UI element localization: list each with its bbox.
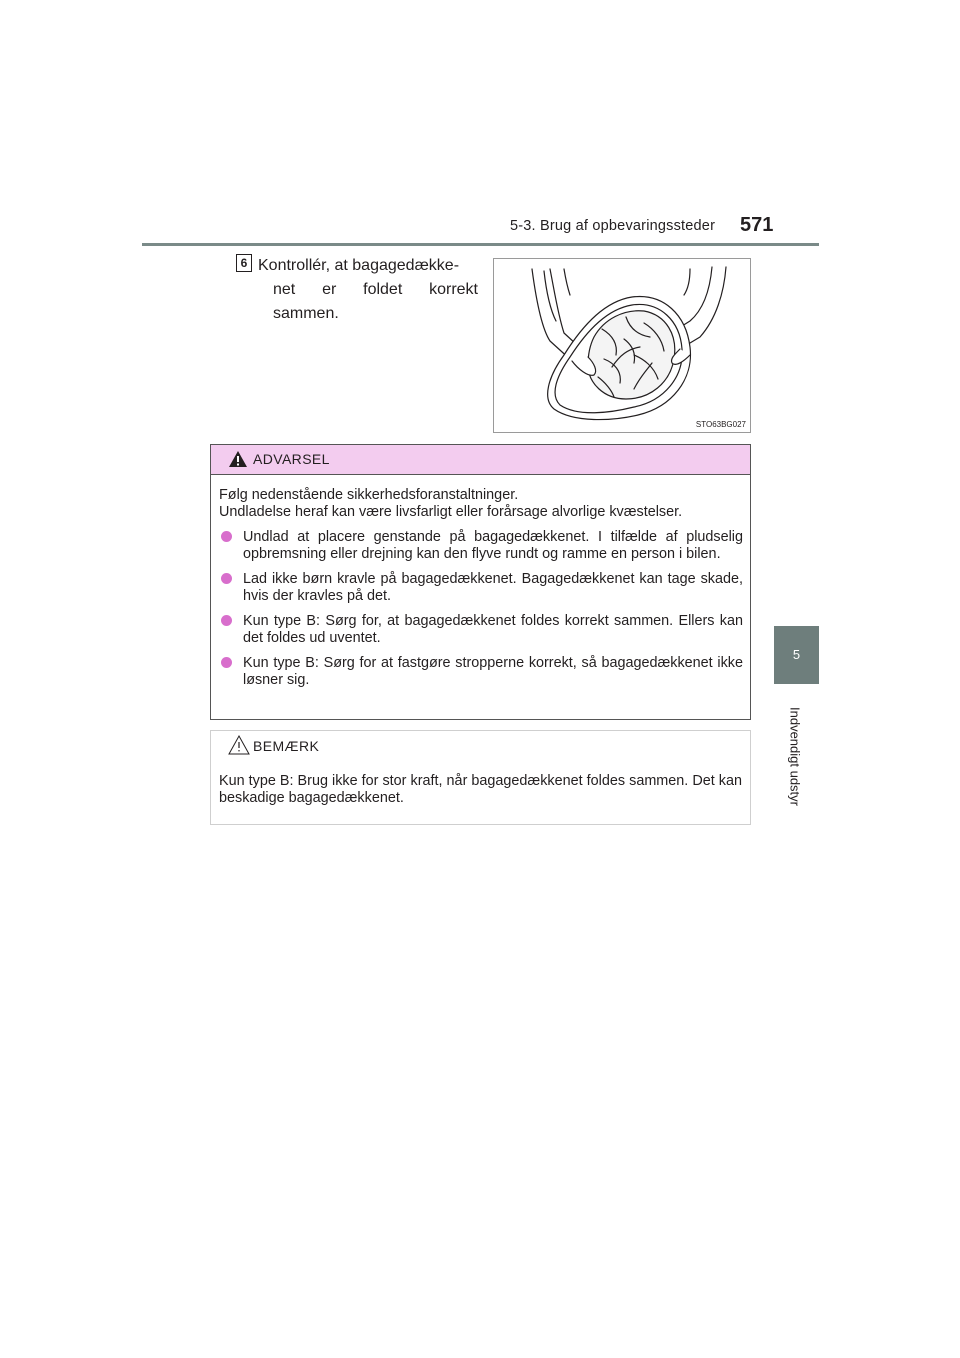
- chapter-tab: 5: [774, 626, 819, 684]
- step-number: 6: [236, 254, 252, 272]
- bullet-dot-icon: [221, 615, 232, 626]
- warning-body: [211, 475, 750, 689]
- folded-cover-drawing: [494, 259, 750, 432]
- step-instruction-line2: net er foldet korrekt sammen.: [273, 281, 478, 322]
- folding-illustration: [493, 258, 751, 433]
- warning-intro-line1: Følg nedenstående sikkerhedsforanstaltninger.: [219, 487, 519, 503]
- bullet-dot-icon: [221, 657, 232, 668]
- chapter-label: [783, 694, 807, 844]
- bullet-dot-icon: [221, 573, 232, 584]
- section-title: 5-3. Brug af opbevaringssteder: [510, 218, 716, 234]
- warning-box: [210, 444, 751, 720]
- warning-bullet-text: Lad ikke børn kravle på bagagedækkenet. Bagagedækkenet kan tage skade, hvis der kravles på det.: [243, 571, 743, 604]
- warning-bullet-text: Kun type B: Sørg for at fastgøre stropperne korrekt, så bagagedækkenet ikke løsner sig.: [243, 655, 743, 688]
- warning-intro-line2: Undladelse heraf kan være livsfarligt eller forårsage alvorlige kvæstelser.: [219, 504, 683, 520]
- header-divider: [142, 243, 819, 246]
- bullet-dot-icon: [221, 531, 232, 542]
- notice-text: Kun type B: Brug ikke for stor kraft, når bagagedækkenet foldes sammen. Det kan beskadige bagagedækkenet.: [219, 773, 742, 806]
- caution-triangle-icon: [228, 734, 250, 756]
- step-instruction: [258, 254, 478, 326]
- warning-intro: [219, 487, 743, 521]
- warning-title: ADVARSEL: [253, 451, 330, 467]
- warning-bullet: [219, 655, 743, 689]
- warning-bullet-text: Kun type B: Sørg for, at bagagedækkenet foldes korrekt sammen. Ellers kan det foldes ud uventet.: [243, 613, 743, 646]
- page-number: 571: [740, 214, 774, 236]
- figure-code: STO63BG027: [695, 420, 746, 429]
- warning-bullet: [219, 571, 743, 605]
- notice-title: BEMÆRK: [253, 738, 320, 754]
- notice-box: [210, 730, 751, 825]
- warning-triangle-icon: [228, 450, 248, 468]
- warning-bullet: [219, 613, 743, 647]
- chapter-label-text: Indvendigt udstyr: [787, 706, 803, 807]
- warning-header: [211, 445, 750, 475]
- warning-bullet-text: Undlad at placere genstande på bagagedækkenet. I tilfælde af pludselig opbremsning eller drejning kan den flyve rundt og ramme en person i bilen.: [243, 529, 743, 562]
- warning-bullet: [219, 529, 743, 563]
- step-instruction-line1: Kontrollér, at bagagedække-: [258, 257, 460, 274]
